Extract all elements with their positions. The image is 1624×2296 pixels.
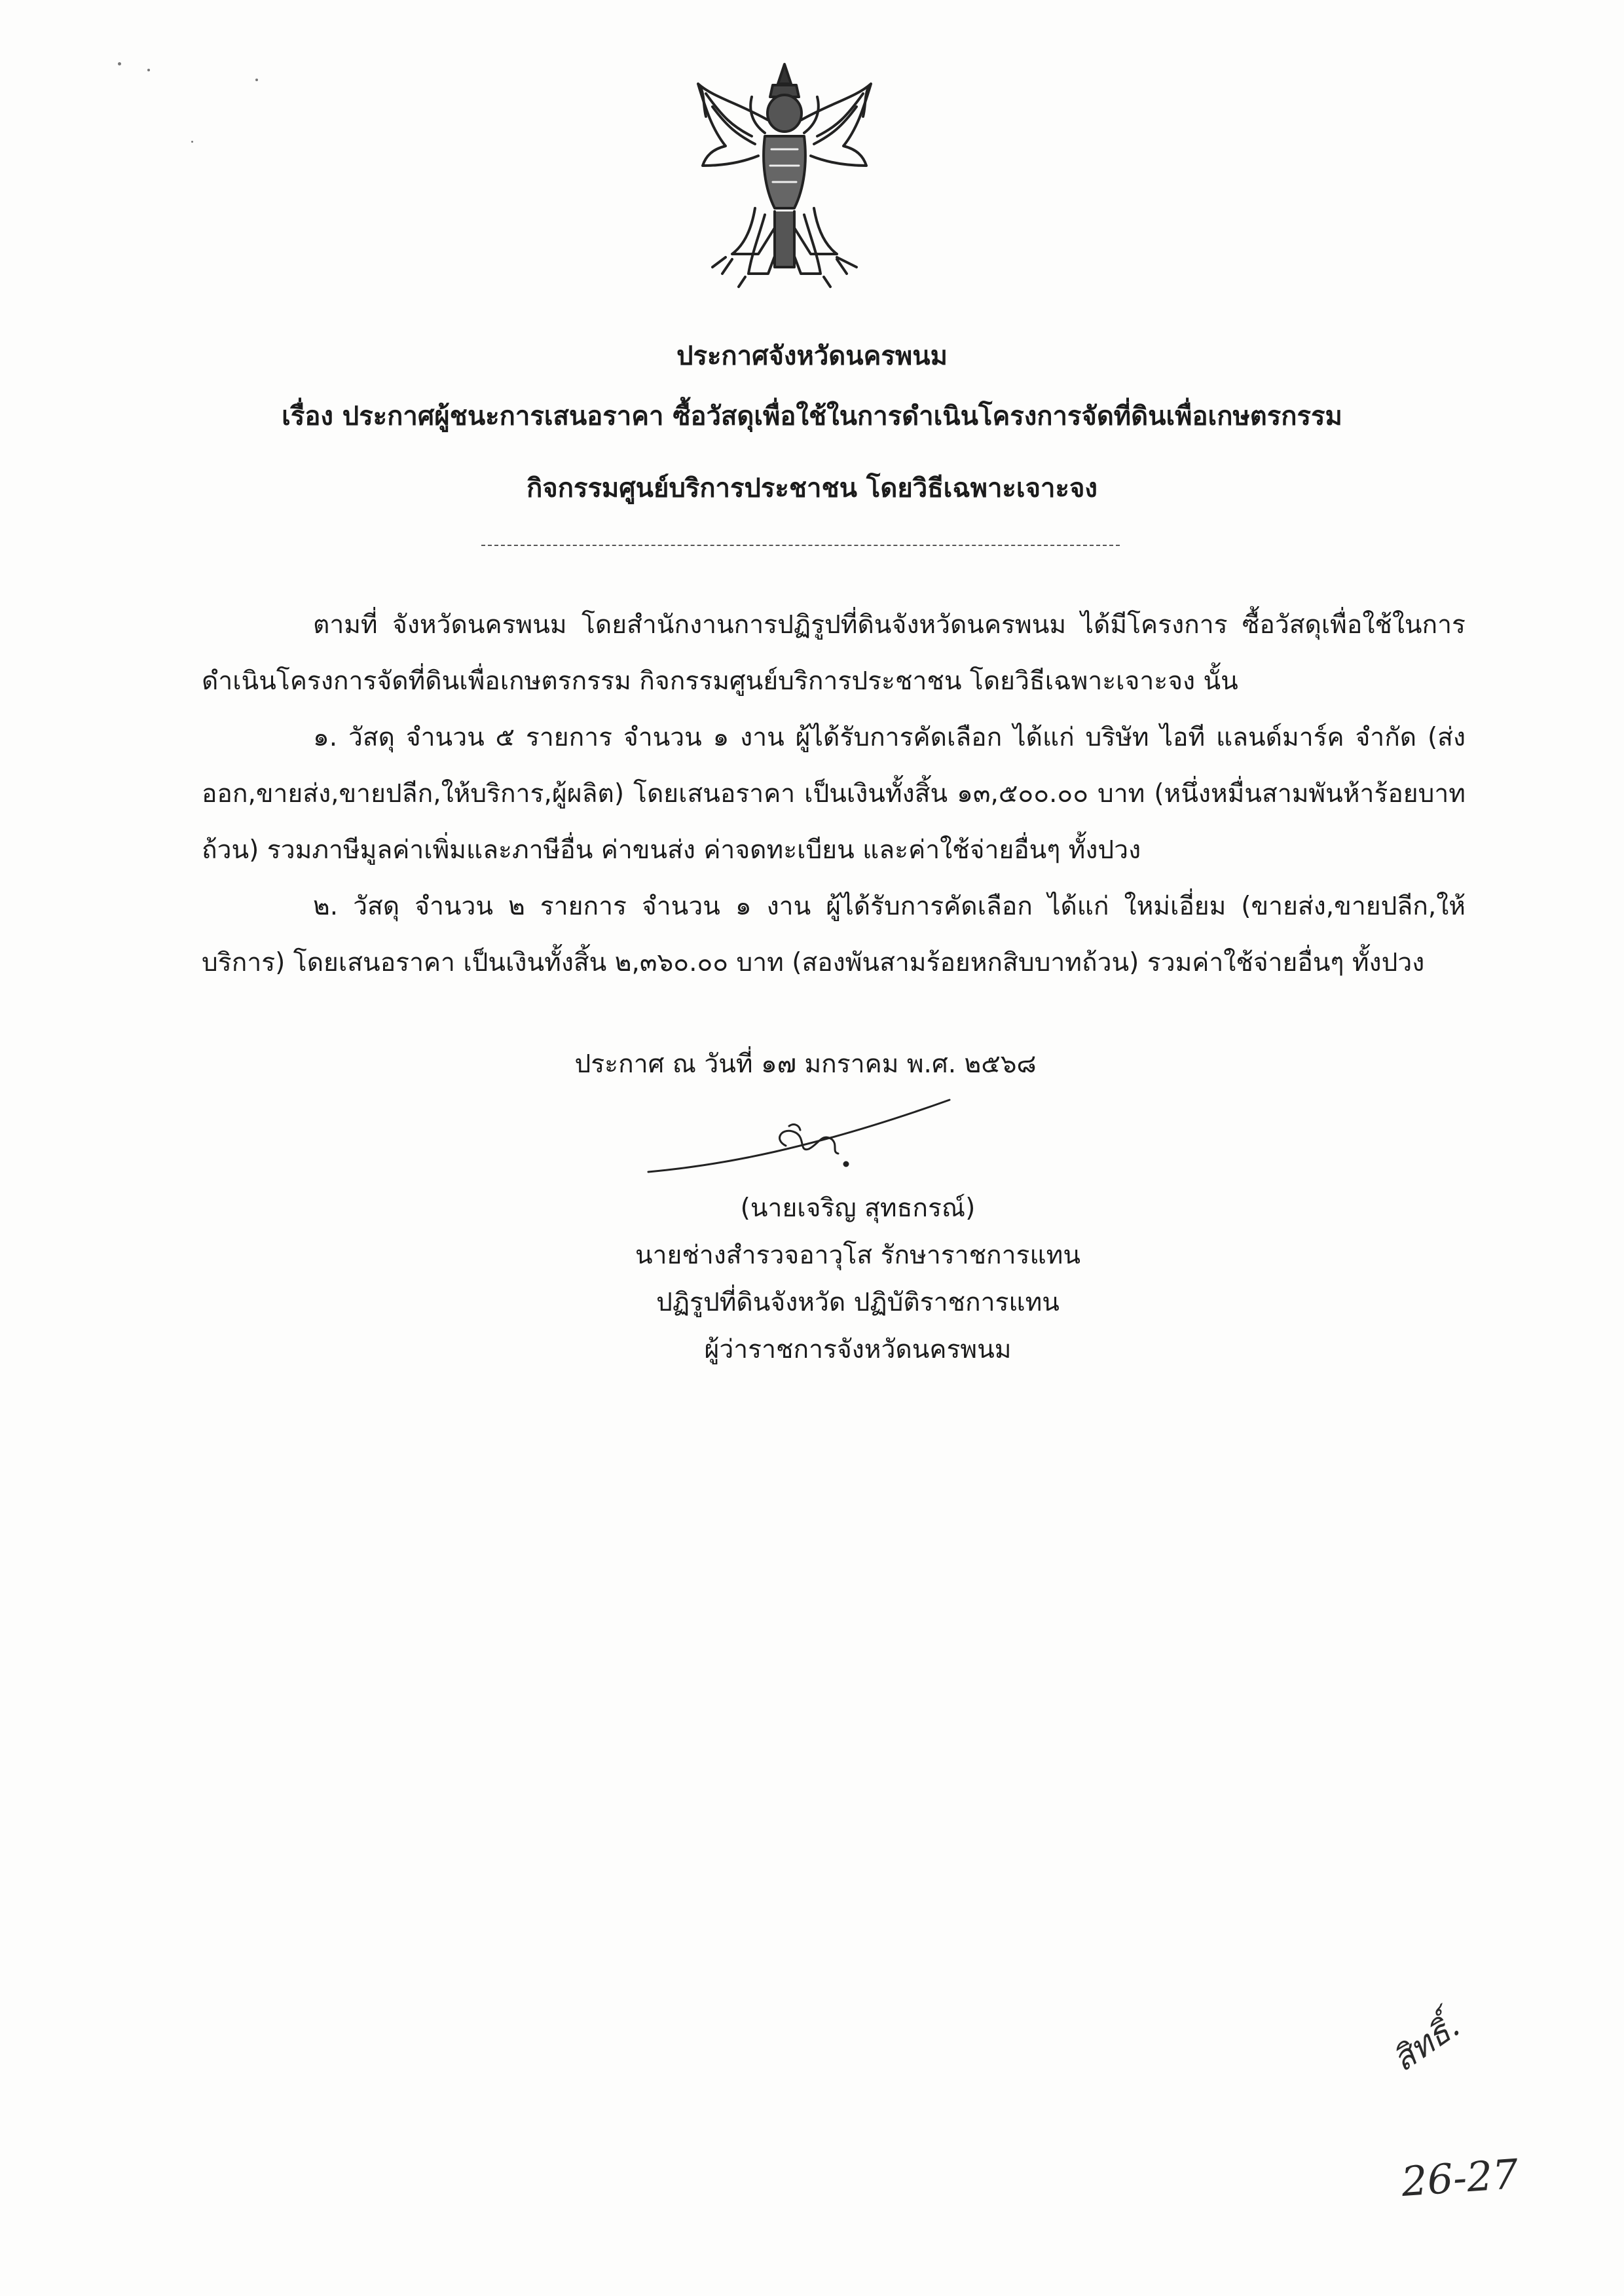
- item-2-paragraph: ๒. วัสดุ จำนวน ๒ รายการ จำนวน ๑ งาน ผู้ได้รับการคัดเลือก ได้แก่ ใหม่เอี่ยม (ขายส่ง,ขายปลีก,ให้บริการ) โดยเสนอราคา เป็นเงินทั้งสิ้น ๒,๓๖๐.๐๐ บาท (สองพันสามร้อยหกสิบบาทถ้วน) รวมค่าใช้จ่ายอื่นๆ ทั้งปวง: [202, 892, 1466, 977]
- signer-block: [563, 1185, 1153, 1374]
- scan-speck: [118, 62, 121, 65]
- signer-title-1: นายช่างสำรวจอาวุโส รักษาราชการแทน: [635, 1241, 1081, 1270]
- garuda-emblem-icon: [686, 58, 883, 293]
- scan-speck: [191, 141, 193, 143]
- signature-image: [642, 1087, 956, 1192]
- body-text: [202, 597, 1466, 991]
- signer-title-3: ผู้ว่าราชการจังหวัดนครพนม: [704, 1335, 1012, 1364]
- intro-paragraph: ตามที่ จังหวัดนครพนม โดยสำนักงานการปฏิรูปที่ดินจังหวัดนครพนม ได้มีโครงการ ซื้อวัสดุเพื่อใช้ในการดำเนินโครงการจัดที่ดินเพื่อเกษตรกรรม กิจกรรมศูนย์บริการประชาชน โดยวิธีเฉพาะเจาะจง นั้น: [202, 610, 1466, 696]
- subject-line-2: กิจกรรมศูนย์บริการประชาชน โดยวิธีเฉพาะเจาะจง: [526, 473, 1098, 503]
- signer-title-2: ปฏิรูปที่ดินจังหวัด ปฏิบัติราชการแทน: [656, 1288, 1060, 1317]
- handwritten-initial: สิทธิ์.: [1385, 2007, 1467, 2079]
- signer-name: (นายเจริญ สุทธกรณ์): [740, 1194, 976, 1223]
- item-1-paragraph: ๑. วัสดุ จำนวน ๕ รายการ จำนวน ๑ งาน ผู้ได้รับการคัดเลือก ได้แก่ บริษัท ไอที แลนด์มาร์ค จำกัด (ส่งออก,ขายส่ง,ขายปลีก,ให้บริการ,ผู้ผลิต) โดยเสนอราคา เป็นเงินทั้งสิ้น ๑๓,๕๐๐.๐๐ บาท (หนึ่งหมื่นสามพันห้าร้อยบาทถ้วน) รวมภาษีมูลค่าเพิ่มและภาษีอื่น ค่าขนส่ง ค่าจดทะเบียน และค่าใช้จ่ายอื่นๆ ทั้งปวง: [202, 723, 1466, 865]
- subject-line-1: เรื่อง ประกาศผู้ชนะการเสนอราคา ซื้อวัสดุเพื่อใช้ในการดำเนินโครงการจัดที่ดินเพื่อเกษตรกรรม: [282, 401, 1342, 431]
- scan-speck: [147, 69, 150, 71]
- document-title: ประกาศจังหวัดนครพนม: [676, 341, 948, 371]
- title-divider: [481, 545, 1120, 546]
- handwritten-number: 26-27: [1399, 2149, 1521, 2206]
- scan-speck: [255, 79, 258, 81]
- announce-date: ประกาศ ณ วันที่ ๑๗ มกราคม พ.ศ. ๒๕๖๘: [574, 1049, 1037, 1079]
